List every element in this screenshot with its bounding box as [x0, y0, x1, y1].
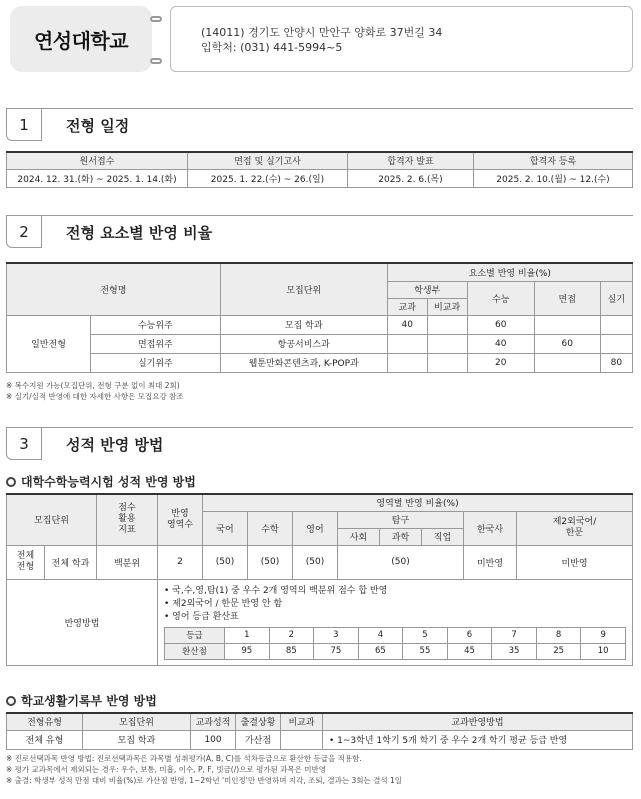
- col-header: 실기: [600, 281, 632, 315]
- section-2-header: [6, 215, 633, 247]
- method-label: 반영방법: [7, 579, 158, 665]
- notes: [6, 753, 402, 786]
- note-line: ※ 평가 교과목에서 제외되는 경우: 우수, 보통, 미흡, 이수, P, F, 빗금(/)으로 평가된 과목은 미반영: [6, 765, 327, 774]
- col-header: 반영 영역수: [158, 494, 203, 545]
- subsection-label: 대학수학능력시험 성적 반영 방법: [21, 475, 196, 489]
- table-cell: 100: [191, 730, 236, 749]
- table-cell: 60: [534, 334, 600, 353]
- note-line: ※ 실기/실적 반영에 대한 자세한 사항은 모집요강 참조: [6, 392, 184, 401]
- grade-cell: 3: [314, 627, 359, 643]
- table-cell: 2025. 2. 10.(월) ~ 12.(수): [474, 169, 633, 187]
- col-header: 면접: [534, 281, 600, 315]
- bullet-item: • 제2외국어 / 한문 반영 안 함: [164, 598, 283, 609]
- bullet-item: • 국,수,영,탐(1) 중 우수 2개 영역의 백분위 점수 합 반영: [164, 585, 388, 596]
- table-cell: [427, 353, 467, 372]
- table-cell: [387, 353, 427, 372]
- table-cell: 2: [158, 545, 203, 579]
- col-header: 모집단위: [220, 263, 387, 315]
- col-header: 수능: [467, 281, 534, 315]
- table-cell: 미반영: [464, 545, 517, 579]
- table-cell: 60: [467, 315, 534, 334]
- grade-cell: 6: [447, 627, 492, 643]
- col-header: 사회: [338, 528, 380, 545]
- bullet-item: • 영어 등급 환산표: [164, 611, 239, 622]
- col-header: 요소별 반영 비율(%): [387, 263, 632, 281]
- col-header: 합격자 등록: [474, 152, 633, 169]
- col-header: 교과반영방법: [323, 713, 633, 730]
- circle-bullet-icon: [6, 477, 16, 487]
- col-header: 합격자 발표: [348, 152, 474, 169]
- table-cell: 실기위주: [91, 353, 221, 372]
- note-line: ※ 진로선택과목 반영 방법: 진로선택과목은 과목별 성취평가(A, B, C)를 석차등급으로 환산한 등급을 적용함.: [6, 754, 362, 763]
- university-name-box: [10, 6, 152, 72]
- score-cell: 75: [314, 643, 359, 659]
- col-header: 영역별 반영 비율(%): [203, 494, 633, 511]
- subsection-title: [6, 473, 196, 490]
- col-header: 수학: [248, 511, 293, 545]
- col-header: 영어: [293, 511, 338, 545]
- section-1-header: [6, 108, 633, 140]
- table-cell: 모집 학과: [83, 730, 191, 749]
- score-cell: 55: [403, 643, 448, 659]
- col-header: 한국사: [464, 511, 517, 545]
- notes: [6, 380, 184, 402]
- section-number: 2: [6, 216, 42, 248]
- english-grade-table: [164, 627, 626, 660]
- col-header: 비교과: [281, 713, 323, 730]
- table-cell: [427, 334, 467, 353]
- section-number: 3: [6, 428, 42, 460]
- table-cell: 웹툰만화콘텐츠과, K-POP과: [220, 353, 387, 372]
- col-header: 점수 활용 지표: [97, 494, 158, 545]
- col-header: 국어: [203, 511, 248, 545]
- table-cell: [534, 353, 600, 372]
- table-cell: 40: [387, 315, 427, 334]
- col-header: 탐구: [338, 511, 464, 528]
- table-cell: [387, 334, 427, 353]
- table-cell: 전체 전형: [7, 545, 45, 579]
- table-cell: 2024. 12. 31.(화) ~ 2025. 1. 14.(화): [7, 169, 188, 187]
- score-cell: 85: [269, 643, 314, 659]
- circle-bullet-icon: [6, 696, 16, 706]
- col-header: 과학: [380, 528, 422, 545]
- table-cell: 미반영: [517, 545, 633, 579]
- col-header: 직업: [422, 528, 464, 545]
- section-title: 전형 일정: [66, 117, 130, 135]
- table-cell: 항공서비스과: [220, 334, 387, 353]
- phone: 입학처: (031) 441-5994~5: [201, 41, 343, 54]
- row-header: 환산점: [165, 643, 225, 659]
- contact-box: [170, 6, 633, 72]
- table-cell: 전체 학과: [45, 545, 97, 579]
- score-cell: 10: [581, 643, 626, 659]
- col-header: 학생부: [387, 281, 467, 298]
- ratio-table: [6, 262, 633, 373]
- schedule-table: [6, 151, 633, 188]
- table-cell: 2025. 2. 6.(목): [348, 169, 474, 187]
- col-header: 제2외국어/ 한문: [517, 511, 633, 545]
- grade-cell: 9: [581, 627, 626, 643]
- score-cell: 45: [447, 643, 492, 659]
- table-cell: (50): [338, 545, 464, 579]
- score-cell: 95: [225, 643, 270, 659]
- section-title: 전형 요소별 반영 비율: [66, 224, 213, 242]
- table-cell: 전체 유형: [7, 730, 83, 749]
- table-cell: 40: [467, 334, 534, 353]
- method-cell: [158, 579, 633, 665]
- table-cell: 20: [467, 353, 534, 372]
- table-cell: (50): [203, 545, 248, 579]
- table-cell: 가산점: [236, 730, 281, 749]
- col-header: 전형유형: [7, 713, 83, 730]
- col-header: 비교과: [427, 298, 467, 315]
- table-cell: [427, 315, 467, 334]
- binder-ring: [150, 16, 162, 22]
- grade-cell: 2: [269, 627, 314, 643]
- csat-table: [6, 493, 633, 666]
- section-number: 1: [6, 109, 42, 141]
- grade-cell: 7: [492, 627, 537, 643]
- note-line: ※ 출결: 학생부 성적 만점 대비 비율(%)로 가산점 반영, 1~2학년 '미인정'만 반영하며 지각, 조퇴, 결과는 3회는 결석 1일: [6, 776, 403, 785]
- col-header: 전형명: [7, 263, 221, 315]
- binder-ring: [150, 58, 162, 64]
- grade-cell: 4: [358, 627, 403, 643]
- table-cell: (50): [248, 545, 293, 579]
- table-cell: [534, 315, 600, 334]
- table-cell: 모집 학과: [220, 315, 387, 334]
- col-header: 출결상황: [236, 713, 281, 730]
- row-header: 등급: [165, 627, 225, 643]
- table-cell: [281, 730, 323, 749]
- table-cell: 수능위주: [91, 315, 221, 334]
- subsection-title: [6, 692, 157, 709]
- table-cell: 면접위주: [91, 334, 221, 353]
- university-name: 연성대학교: [33, 28, 129, 53]
- score-cell: 35: [492, 643, 537, 659]
- grade-cell: 5: [403, 627, 448, 643]
- col-header: 모집단위: [7, 494, 97, 545]
- address: (14011) 경기도 안양시 만안구 양화로 37번길 34: [201, 26, 443, 39]
- col-header: 면접 및 실기고사: [188, 152, 348, 169]
- table-cell: (50): [293, 545, 338, 579]
- record-table: [6, 712, 633, 750]
- table-cell: • 1~3학년 1학기 5개 학기 중 우수 2개 학기 평균 등급 반영: [323, 730, 633, 749]
- subsection-label: 학교생활기록부 반영 방법: [21, 694, 157, 708]
- col-header: 모집단위: [83, 713, 191, 730]
- table-cell: [600, 315, 632, 334]
- col-header: 교과성적: [191, 713, 236, 730]
- table-cell: [600, 334, 632, 353]
- table-cell: 2025. 1. 22.(수) ~ 26.(일): [188, 169, 348, 187]
- col-header: 교과: [387, 298, 427, 315]
- grade-cell: 1: [225, 627, 270, 643]
- group-cell: 일반전형: [7, 315, 91, 372]
- table-cell: 백분위: [97, 545, 158, 579]
- note-line: ※ 복수지원 가능(모집단위, 전형 구분 없이 최대 2회): [6, 381, 180, 390]
- table-cell: 80: [600, 353, 632, 372]
- score-cell: 25: [536, 643, 581, 659]
- grade-cell: 8: [536, 627, 581, 643]
- section-title: 성적 반영 방법: [66, 436, 164, 454]
- score-cell: 65: [358, 643, 403, 659]
- col-header: 원서접수: [7, 152, 188, 169]
- section-3-header: [6, 427, 633, 459]
